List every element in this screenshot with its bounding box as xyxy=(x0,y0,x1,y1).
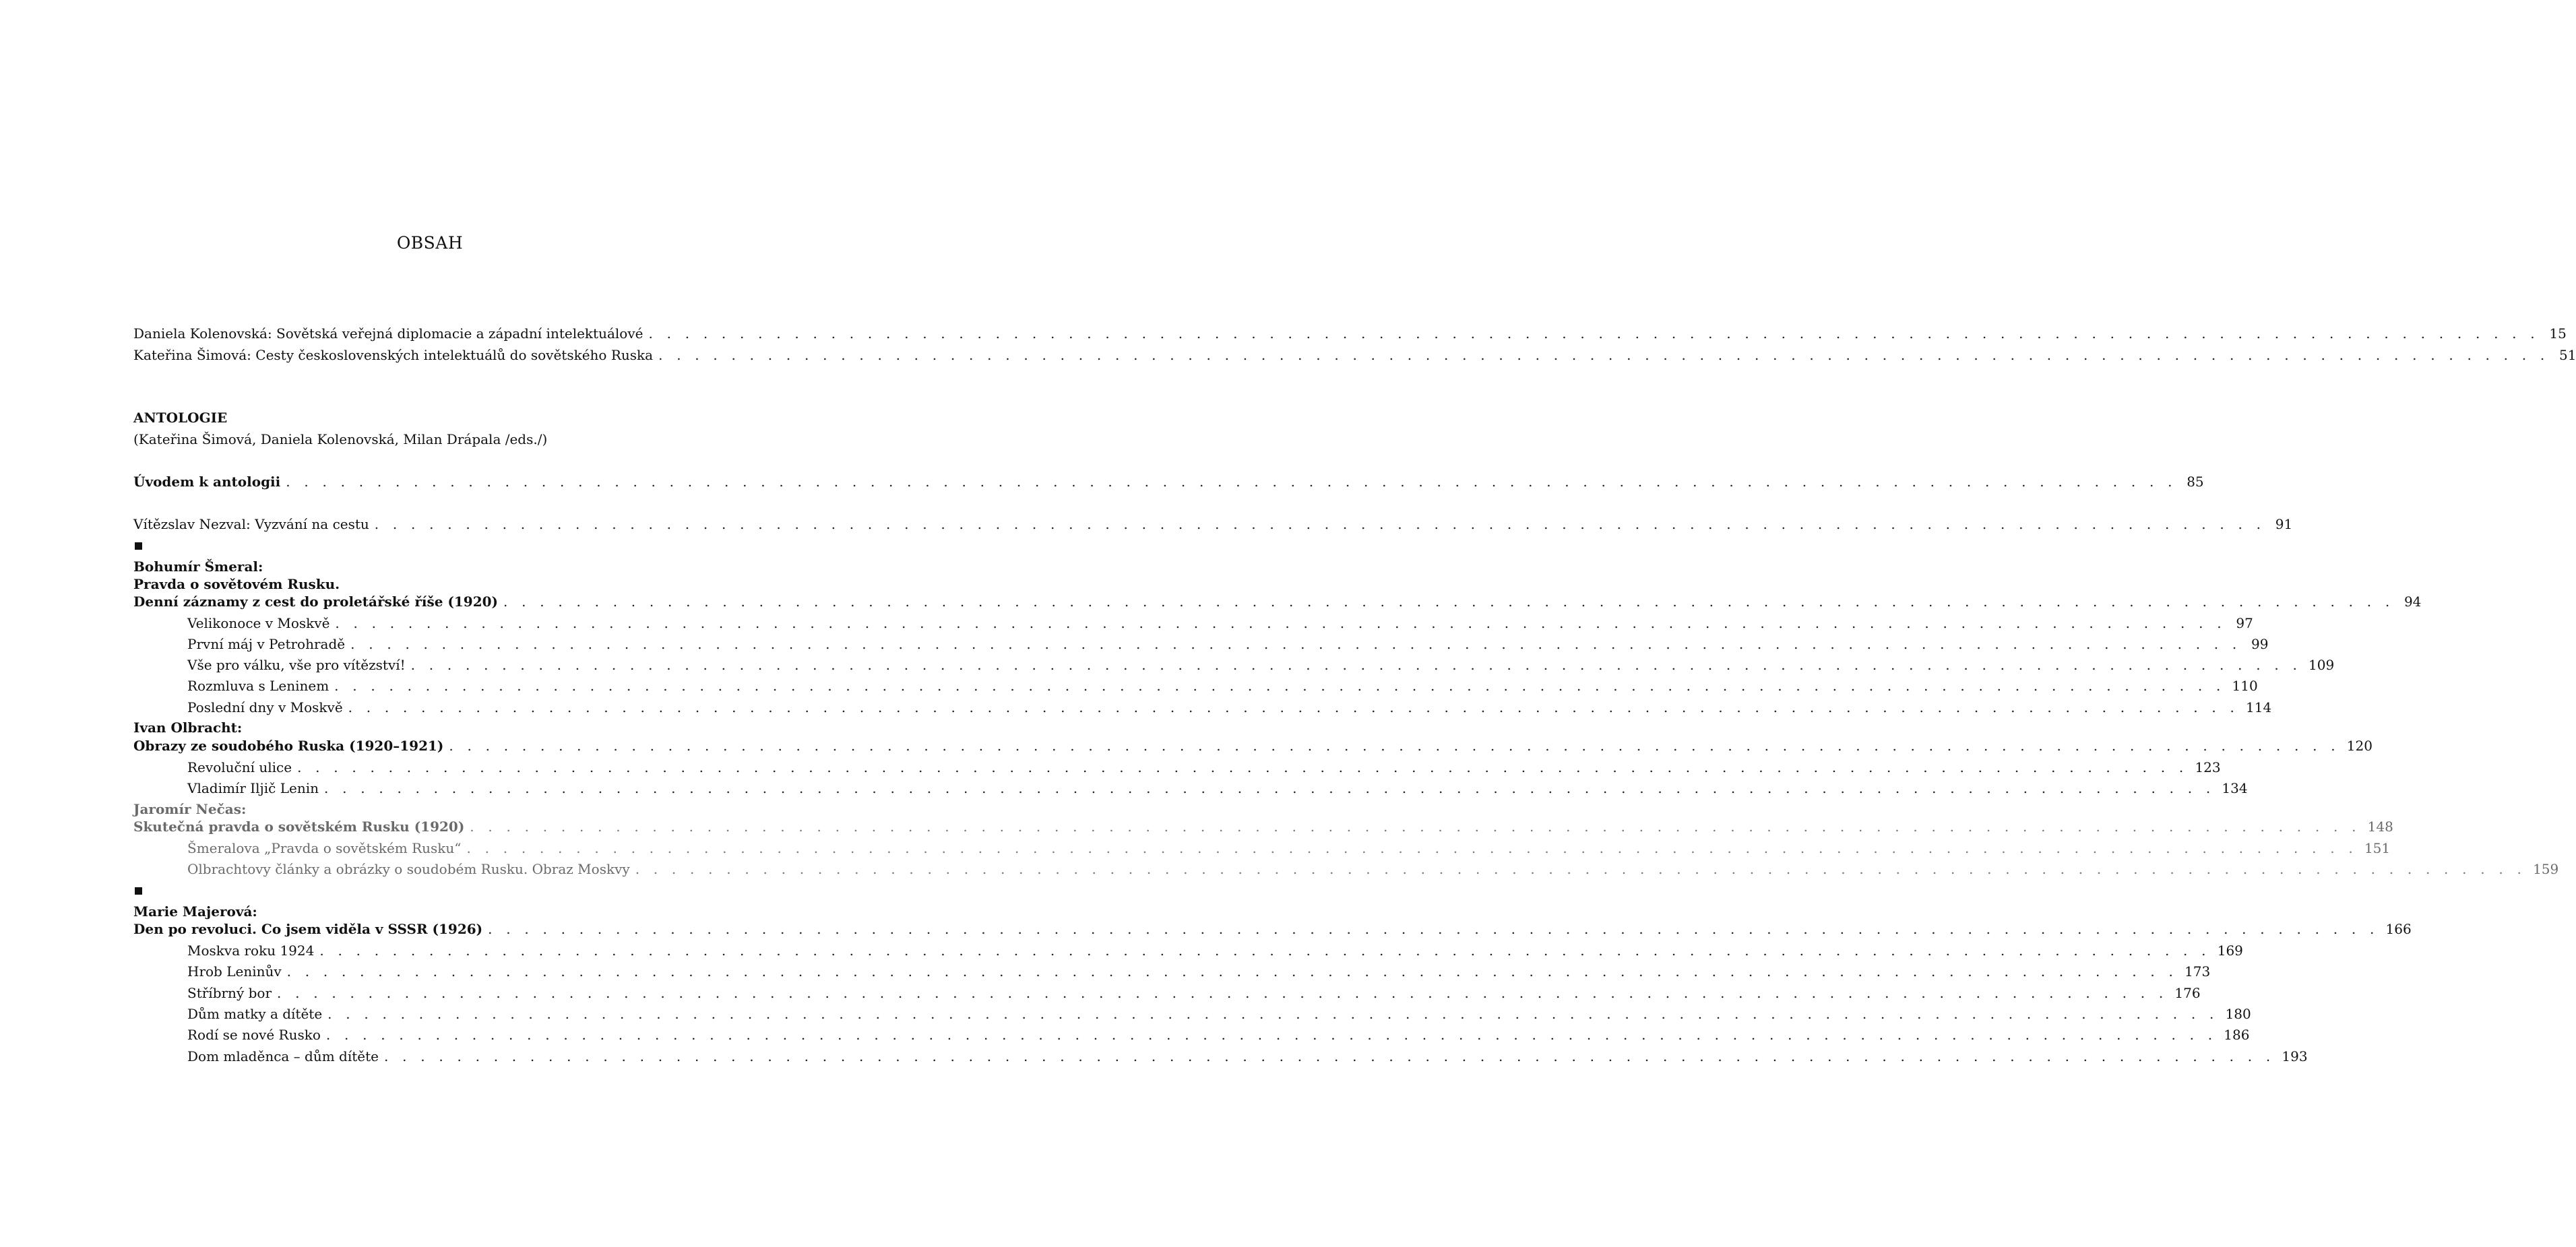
toc-chapter-title: První máj v Petrohradě xyxy=(187,636,346,652)
work-title-smeral-line1: Pravda o sovětovém Rusku. xyxy=(133,576,340,592)
toc-chapter[interactable] xyxy=(187,676,2258,696)
toc-entry-majerova-work[interactable] xyxy=(133,919,2412,939)
author-majerova: Marie Majerová: xyxy=(133,903,257,920)
toc-chapter-title: Šmeralova „Pravda o sovětském Rusku“ xyxy=(187,840,462,856)
toc-entry-preface[interactable] xyxy=(133,472,2204,492)
page-number: 51 xyxy=(2559,347,2576,363)
toc-entry-title: Obrazy ze soudobého Ruska (1920–1921) xyxy=(133,738,444,754)
page-number: 99 xyxy=(2251,636,2269,652)
toc-chapter-title: Rozmluva s Leninem xyxy=(187,678,329,694)
page-number: 85 xyxy=(2187,474,2204,490)
page-number: 180 xyxy=(2225,1006,2251,1022)
dot-leader: . . . . . . . . . . . . . . . . . . . . . . . . . . . . . . . . . . . . . . . . . . . . . . . . . . . . . . . . . . . . . . . . . . . . . . . . . . . . . . . . . . . . . . . . . . . . . . . . . . . . . . . . xyxy=(286,963,2178,980)
section-separator-square xyxy=(135,887,142,895)
toc-entry-title: Kateřina Šimová: Cesty československých intelektuálů do sovětského Ruska xyxy=(133,347,654,363)
toc-chapter[interactable] xyxy=(187,859,2559,879)
toc-entry-kolenovska[interactable] xyxy=(133,323,2567,344)
toc-chapter[interactable] xyxy=(187,1004,2251,1024)
dot-leader: . . . . . . . . . . . . . . . . . . . . . . . . . . . . . . . . . . . . . . . . . . . . . . . . . . . . . . . . . . . . . . . . . . . . . . . . . . . . . . . . . . . . . . . . . . . . . . . . . . . . . . . . xyxy=(297,759,2189,775)
toc-entry-simova[interactable] xyxy=(133,345,2576,365)
toc-chapter-title: Vladimír Iljič Lenin xyxy=(187,780,319,796)
dot-leader: . . . . . . . . . . . . . . . . . . . . . . . . . . . . . . . . . . . . . . . . . . . . . . . . . . . . . . . . . . . . . . . . . . . . . . . . . . . . . . . . . . . . . . . . . . . . . . . . . . . . . . . . xyxy=(325,1027,2218,1043)
author-necas: Jaromír Nečas: xyxy=(133,801,247,817)
toc-entry-title: Vítězslav Nezval: Vyzvání na cestu xyxy=(133,516,369,532)
toc-entry-title: Skutečná pravda o sovětském Rusku (1920) xyxy=(133,819,465,835)
page-number: 15 xyxy=(2549,325,2567,342)
toc-chapter-title: Revoluční ulice xyxy=(187,759,292,775)
page-number: 97 xyxy=(2236,615,2253,631)
dot-leader: . . . . . . . . . . . . . . . . . . . . . . . . . . . . . . . . . . . . . . . . . . . . . . . . . . . . . . . . . . . . . . . . . . . . . . . . . . . . . . . . . . . . . . . . . . . . . . . . . . . . . . . . xyxy=(323,780,2216,796)
toc-chapter-title: Velikonoce v Moskvě xyxy=(187,615,330,631)
toc-chapter[interactable] xyxy=(187,1046,2308,1066)
toc-chapter[interactable] xyxy=(187,757,2221,777)
dot-leader: . . . . . . . . . . . . . . . . . . . . . . . . . . . . . . . . . . . . . . . . . . . . . . . . . . . . . . . . . . . . . . . . . . . . . . . . . . . . . . . . . . . . . . . . . . . . . . . . . . . . . . . . xyxy=(319,942,2211,959)
toc-chapter[interactable] xyxy=(187,983,2201,1003)
toc-chapter-title: Dom mladěnca – dům dítěte xyxy=(187,1048,379,1064)
toc-chapter-title: Vše pro válku, vše pro vítězství! xyxy=(187,657,406,673)
toc-entry-necas-work[interactable] xyxy=(133,817,2393,837)
toc-entry-nezval[interactable] xyxy=(133,514,2293,534)
toc-chapter-title: Olbrachtovy články a obrázky o soudobém Rusku. Obraz Moskvy xyxy=(187,861,630,877)
page-number: 91 xyxy=(2275,516,2293,532)
dot-leader: . . . . . . . . . . . . . . . . . . . . . . . . . . . . . . . . . . . . . . . . . . . . . . . . . . . . . . . . . . . . . . . . . . . . . . . . . . . . . . . . . . . . . . . . . . . . . . . . . . . . . . . . xyxy=(286,474,2177,490)
toc-chapter[interactable] xyxy=(187,838,2391,858)
page-number: 166 xyxy=(2385,921,2412,937)
toc-chapter-title: Moskva roku 1924 xyxy=(187,942,315,959)
page-number: 176 xyxy=(2174,985,2201,1001)
anthology-editors: (Kateřina Šimová, Daniela Kolenovská, Milan Drápala /eds./) xyxy=(133,431,548,447)
dot-leader: . . . . . . . . . . . . . . . . . . . . . . . . . . . . . . . . . . . . . . . . . . . . . . . . . . . . . . . . . . . . . . . . . . . . . . . . . . . . . . . . . . . . . . . . . . . . . . . . . . . . . . . . xyxy=(277,985,2168,1001)
dot-leader: . . . . . . . . . . . . . . . . . . . . . . . . . . . . . . . . . . . . . . . . . . . . . . . . . . . . . . . . . . . . . . . . . . . . . . . . . . . . . . . . . . . . . . . . . . . . . . . . . . . . . . . . xyxy=(488,921,2379,937)
page-number: 94 xyxy=(2404,594,2422,610)
dot-leader: . . . . . . . . . . . . . . . . . . . . . . . . . . . . . . . . . . . . . . . . . . . . . . . . . . . . . . . . . . . . . . . . . . . . . . . . . . . . . . . . . . . . . . . . . . . . . . . . . . . . . . . . xyxy=(348,699,2240,715)
page-number: 120 xyxy=(2346,738,2373,754)
dot-leader: . . . . . . . . . . . . . . . . . . . . . . . . . . . . . . . . . . . . . . . . . . . . . . . . . . . . . . . . . . . . . . . . . . . . . . . . . . . . . . . . . . . . . . . . . . . . . . . . . . . . . . . . xyxy=(449,738,2340,754)
toc-entry-title: Den po revoluci. Co jsem viděla v SSSR (1926) xyxy=(133,921,483,937)
toc-entry-smeral-work[interactable] xyxy=(133,591,2422,612)
anthology-heading: ANTOLOGIE xyxy=(133,410,228,426)
dot-leader: . . . . . . . . . . . . . . . . . . . . . . . . . . . . . . . . . . . . . . . . . . . . . . . . . . . . . . . . . . . . . . . . . . . . . . . . . . . . . . . . . . . . . . . . . . . . . . . . . . . . . . . . xyxy=(648,325,2540,342)
toc-chapter-title: Hrob Leninův xyxy=(187,963,282,980)
page-number: 134 xyxy=(2222,780,2248,796)
dot-leader: . . . . . . . . . . . . . . . . . . . . . . . . . . . . . . . . . . . . . . . . . . . . . . . . . . . . . . . . . . . . . . . . . . . . . . . . . . . . . . . . . . . . . . . . . . . . . . . . . . . . . . . . xyxy=(466,840,2358,856)
page-number: 114 xyxy=(2246,699,2272,715)
page-number: 123 xyxy=(2195,759,2221,775)
page-title: OBSAH xyxy=(396,233,464,253)
page-number: 169 xyxy=(2217,942,2243,959)
page-number: 109 xyxy=(2308,657,2335,673)
dot-leader: . . . . . . . . . . . . . . . . . . . . . . . . . . . . . . . . . . . . . . . . . . . . . . . . . . . . . . . . . . . . . . . . . . . . . . . . . . . . . . . . . . . . . . . . . . . . . . . . . . . . . . . . xyxy=(374,516,2266,532)
dot-leader: . . . . . . . . . . . . . . . . . . . . . . . . . . . . . . . . . . . . . . . . . . . . . . . . . . . . . . . . . . . . . . . . . . . . . . . . . . . . . . . . . . . . . . . . . . . . . . . . . . . . . . . . xyxy=(327,1006,2219,1022)
toc-chapter[interactable] xyxy=(187,655,2335,675)
dot-leader: . . . . . . . . . . . . . . . . . . . . . . . . . . . . . . . . . . . . . . . . . . . . . . . . . . . . . . . . . . . . . . . . . . . . . . . . . . . . . . . . . . . . . . . . . . . . . . . . . . . . . . . . xyxy=(470,819,2361,835)
dot-leader: . . . . . . . . . . . . . . . . . . . . . . . . . . . . . . . . . . . . . . . . . . . . . . . . . . . . . . . . . . . . . . . . . . . . . . . . . . . . . . . . . . . . . . . . . . . . . . . . . . . . . . . . xyxy=(658,347,2550,363)
page-number: 110 xyxy=(2232,678,2258,694)
page-number: 159 xyxy=(2533,861,2559,877)
toc-chapter-title: Stříbrný bor xyxy=(187,985,272,1001)
page-number: 173 xyxy=(2185,963,2211,980)
toc-chapter-title: Rodí se nové Rusko xyxy=(187,1027,321,1043)
toc-chapter-title: Dům matky a dítěte xyxy=(187,1006,323,1022)
toc-entry-title: Daniela Kolenovská: Sovětská veřejná diplomacie a západní intelektuálové xyxy=(133,325,643,342)
dot-leader: . . . . . . . . . . . . . . . . . . . . . . . . . . . . . . . . . . . . . . . . . . . . . . . . . . . . . . . . . . . . . . . . . . . . . . . . . . . . . . . . . . . . . . . . . . . . . . . . . . . . . . . . xyxy=(335,615,2226,631)
toc-chapter-title: Poslední dny v Moskvě xyxy=(187,699,343,715)
page-number: 151 xyxy=(2364,840,2391,856)
page-number: 148 xyxy=(2367,819,2393,835)
dot-leader: . . . . . . . . . . . . . . . . . . . . . . . . . . . . . . . . . . . . . . . . . . . . . . . . . . . . . . . . . . . . . . . . . . . . . . . . . . . . . . . . . . . . . . . . . . . . . . . . . . . . . . . . xyxy=(635,861,2527,877)
toc-chapter[interactable] xyxy=(187,961,2211,982)
dot-leader: . . . . . . . . . . . . . . . . . . . . . . . . . . . . . . . . . . . . . . . . . . . . . . . . . . . . . . . . . . . . . . . . . . . . . . . . . . . . . . . . . . . . . . . . . . . . . . . . . . . . . . . . xyxy=(334,678,2226,694)
toc-chapter[interactable] xyxy=(187,778,2248,798)
dot-leader: . . . . . . . . . . . . . . . . . . . . . . . . . . . . . . . . . . . . . . . . . . . . . . . . . . . . . . . . . . . . . . . . . . . . . . . . . . . . . . . . . . . . . . . . . . . . . . . . . . . . . . . . xyxy=(384,1048,2275,1064)
page-number: 186 xyxy=(2224,1027,2250,1043)
toc-entry-title: Úvodem k antologii xyxy=(133,474,281,490)
dot-leader: . . . . . . . . . . . . . . . . . . . . . . . . . . . . . . . . . . . . . . . . . . . . . . . . . . . . . . . . . . . . . . . . . . . . . . . . . . . . . . . . . . . . . . . . . . . . . . . . . . . . . . . . xyxy=(410,657,2302,673)
author-olbracht: Ivan Olbracht: xyxy=(133,720,243,736)
toc-entry-olbracht-work[interactable] xyxy=(133,736,2373,756)
toc-chapter[interactable] xyxy=(187,697,2272,717)
section-separator-square xyxy=(135,542,142,550)
dot-leader: . . . . . . . . . . . . . . . . . . . . . . . . . . . . . . . . . . . . . . . . . . . . . . . . . . . . . . . . . . . . . . . . . . . . . . . . . . . . . . . . . . . . . . . . . . . . . . . . . . . . . . . . xyxy=(350,636,2242,652)
author-smeral: Bohumír Šmeral: xyxy=(133,558,263,575)
toc-entry-title: Denní záznamy z cest do proletářské říše (1920) xyxy=(133,594,498,610)
toc-chapter[interactable] xyxy=(187,1025,2250,1045)
toc-chapter[interactable] xyxy=(187,940,2243,961)
dot-leader: . . . . . . . . . . . . . . . . . . . . . . . . . . . . . . . . . . . . . . . . . . . . . . . . . . . . . . . . . . . . . . . . . . . . . . . . . . . . . . . . . . . . . . . . . . . . . . . . . . . . . . . . xyxy=(503,594,2395,610)
toc-chapter[interactable] xyxy=(187,634,2269,654)
toc-chapter[interactable] xyxy=(187,613,2253,633)
page-number: 193 xyxy=(2282,1048,2308,1064)
